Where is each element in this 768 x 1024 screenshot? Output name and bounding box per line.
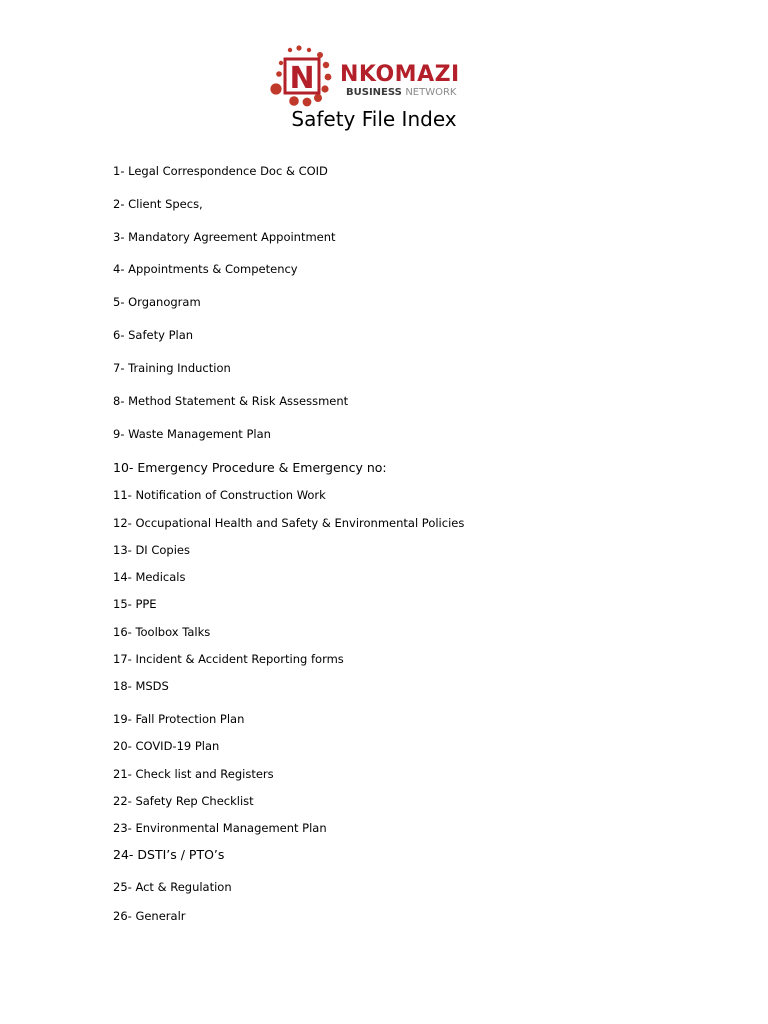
index-item: 22- Safety Rep Checklist — [113, 794, 254, 808]
company-logo — [268, 44, 484, 110]
svg-text:N: N — [289, 61, 315, 96]
index-item: 10- Emergency Procedure & Emergency no: — [113, 460, 387, 475]
index-item: 21- Check list and Registers — [113, 767, 274, 781]
index-item: 18- MSDS — [113, 679, 169, 693]
logo-tagline-bold: BUSINESS — [346, 87, 402, 98]
index-item: 11- Notification of Construction Work — [113, 488, 326, 502]
index-item: 4- Appointments & Competency — [113, 262, 298, 276]
index-item: 19- Fall Protection Plan — [113, 712, 245, 726]
index-item: 26- Generalr — [113, 909, 186, 923]
index-item: 24- DSTI’s / PTO’s — [113, 847, 225, 862]
index-item: 2- Client Specs, — [113, 197, 203, 211]
index-item: 3- Mandatory Agreement Appointment — [113, 230, 336, 244]
index-item: 12- Occupational Health and Safety & Environmental Policies — [113, 516, 465, 530]
index-item: 1- Legal Correspondence Doc & COID — [113, 164, 328, 178]
index-item: 23- Environmental Management Plan — [113, 821, 327, 835]
index-item: 5- Organogram — [113, 295, 201, 309]
index-item: 13- DI Copies — [113, 543, 190, 557]
logo-wordmark: NKOMAZI — [340, 62, 460, 87]
logo-tagline-light: NETWORK — [405, 87, 457, 98]
index-item: 8- Method Statement & Risk Assessment — [113, 394, 349, 408]
index-item: 25- Act & Regulation — [113, 880, 232, 894]
index-item: 16- Toolbox Talks — [113, 625, 211, 639]
logo-emblem-icon — [268, 44, 340, 110]
page-title: Safety File Index — [291, 107, 457, 131]
index-item: 6- Safety Plan — [113, 328, 194, 342]
index-item: 9- Waste Management Plan — [113, 427, 271, 441]
index-item: 15- PPE — [113, 597, 157, 611]
logo-tagline — [346, 87, 456, 99]
index-item: 20- COVID-19 Plan — [113, 739, 220, 753]
index-item: 14- Medicals — [113, 570, 186, 584]
index-item: 17- Incident & Accident Reporting forms — [113, 652, 344, 666]
index-item: 7- Training Induction — [113, 361, 231, 375]
